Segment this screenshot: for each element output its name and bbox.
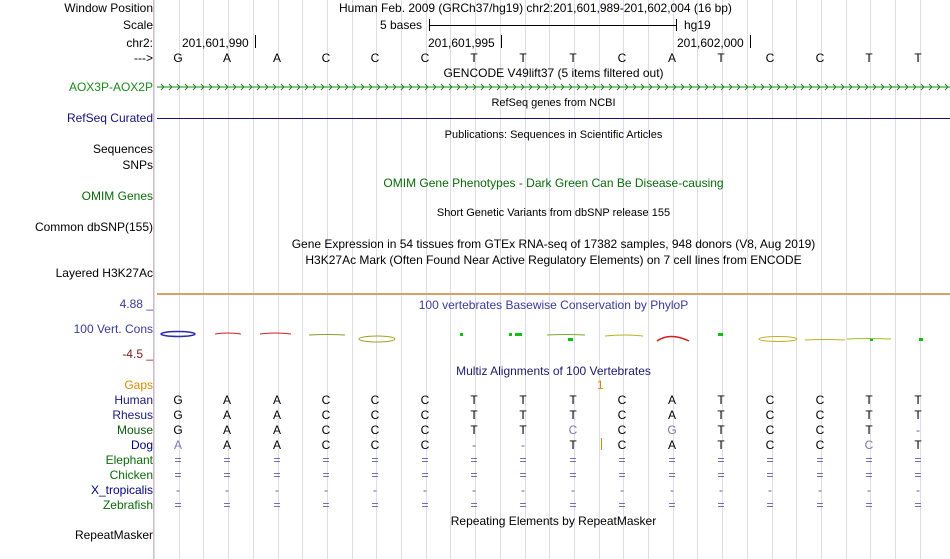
alignment-base: C — [617, 393, 627, 407]
alignment-base: = — [914, 498, 922, 512]
alignment-base: - — [521, 438, 525, 452]
alignment-base: - — [324, 483, 328, 497]
alignment-base: T — [914, 393, 922, 407]
publications-title: Publications: Sequences in Scientific Articles — [444, 129, 663, 141]
alignment-base: = — [470, 453, 478, 467]
species-label-rhesus[interactable]: Rhesus — [112, 408, 153, 422]
track-label-repeatmasker[interactable]: RepeatMasker — [74, 528, 153, 542]
reference-base: T — [717, 51, 725, 65]
alignment-base: T — [717, 408, 725, 422]
coord-3-tick — [750, 35, 751, 48]
track-label-refseq[interactable]: RefSeq Curated — [66, 111, 153, 125]
alignment-base: = — [519, 498, 527, 512]
alignment-base: A — [222, 408, 231, 422]
track-label-snps[interactable]: SNPs — [122, 158, 153, 172]
alignment-base: C — [765, 438, 775, 452]
alignment-base: A — [222, 423, 231, 437]
scale-bar — [429, 25, 676, 26]
alignment-base: C — [815, 438, 825, 452]
coord-3: 201,602,000 — [677, 36, 744, 50]
alignment-base: - — [275, 483, 279, 497]
alignment-base: - — [670, 483, 674, 497]
reference-base: T — [914, 51, 922, 65]
reference-base: C — [370, 51, 380, 65]
strand-label[interactable]: ---> — [134, 51, 153, 65]
alignment-base: = — [865, 498, 873, 512]
species-label-dog[interactable]: Dog — [130, 438, 153, 452]
alignment-base: = — [618, 453, 626, 467]
alignment-base: T — [519, 423, 527, 437]
alignment-base: C — [321, 408, 331, 422]
alignment-base: = — [322, 453, 330, 467]
reference-base: C — [321, 51, 331, 65]
alignment-base: = — [766, 453, 774, 467]
alignment-base: - — [818, 483, 822, 497]
alignment-base: - — [472, 483, 476, 497]
alignment-base: C — [765, 408, 775, 422]
alignment-base: C — [815, 408, 825, 422]
alignment-base: C — [765, 393, 775, 407]
omim-title: OMIM Gene Phenotypes - Dark Green Can Be Disease-causing — [383, 176, 724, 190]
alignment-base: = — [816, 453, 824, 467]
alignment-base: A — [272, 423, 281, 437]
alignment-base: = — [273, 498, 281, 512]
alignment-base: T — [865, 408, 873, 422]
alignment-base: - — [571, 483, 575, 497]
scale-label: Scale — [122, 18, 153, 32]
alignment-base: C — [321, 393, 331, 407]
window-position-label: Window Position — [64, 1, 153, 15]
alignment-base: A — [272, 438, 281, 452]
reference-base: A — [272, 51, 281, 65]
alignment-base: A — [173, 438, 182, 452]
alignment-base: T — [569, 408, 577, 422]
coord-1: 201,601,990 — [182, 36, 249, 50]
coord-2-tick — [501, 35, 502, 48]
alignment-base: C — [815, 423, 825, 437]
track-group-divider — [157, 293, 950, 295]
alignment-base: T — [717, 423, 725, 437]
window-position-value: Human Feb. 2009 (GRCh37/hg19) chr2:201,601,989-201,602,004 (16 bp) — [339, 1, 732, 15]
alignment-base: = — [174, 498, 182, 512]
alignment-base: G — [173, 393, 183, 407]
alignment-base: T — [914, 408, 922, 422]
scale-value: 5 bases — [380, 18, 423, 32]
repeatmasker-title: Repeating Elements by RepeatMasker — [450, 514, 657, 528]
reference-base: T — [519, 51, 527, 65]
refseq-title: RefSeq genes from NCBI — [491, 97, 616, 109]
alignment-base: C — [370, 438, 380, 452]
alignment-base: T — [914, 438, 922, 452]
alignment-base: - — [176, 483, 180, 497]
phylop-max: 4.88 _ — [119, 297, 153, 311]
track-label-dbsnp[interactable]: Common dbSNP(155) — [34, 220, 153, 234]
alignment-base: = — [865, 468, 873, 482]
reference-base: T — [470, 51, 478, 65]
track-label-gaps[interactable]: Gaps — [124, 378, 153, 392]
alignment-base: C — [864, 438, 874, 452]
gencode-gene-feature[interactable] — [157, 80, 950, 94]
alignment-base: = — [569, 453, 577, 467]
alignment-base: = — [618, 498, 626, 512]
alignment-base: C — [420, 423, 430, 437]
species-label-chicken[interactable]: Chicken — [109, 468, 153, 482]
alignment-base: T — [470, 423, 478, 437]
alignment-base: = — [371, 498, 379, 512]
reference-base: C — [420, 51, 430, 65]
track-label-gencode[interactable]: AOX3P-AOX2P — [68, 80, 153, 94]
alignment-base: = — [223, 468, 231, 482]
reference-base: T — [865, 51, 873, 65]
alignment-base: T — [865, 393, 873, 407]
alignment-base: T — [519, 408, 527, 422]
grid-line — [154, 0, 155, 559]
track-label-phylop[interactable]: 100 Vert. Cons — [73, 322, 153, 336]
alignment-base: = — [421, 498, 429, 512]
alignment-base: T — [717, 438, 725, 452]
alignment-base: - — [867, 483, 871, 497]
alignment-base: C — [617, 423, 627, 437]
alignment-base: - — [225, 483, 229, 497]
alignment-base: = — [717, 498, 725, 512]
phylop-conservation-plot[interactable] — [157, 322, 950, 352]
alignment-base: - — [521, 483, 525, 497]
alignment-base: = — [914, 453, 922, 467]
alignment-base: A — [222, 438, 231, 452]
scale-assembly: hg19 — [684, 18, 711, 32]
alignment-base: C — [617, 438, 627, 452]
alignment-base: A — [667, 408, 676, 422]
alignment-base: = — [174, 453, 182, 467]
alignment-base: A — [222, 393, 231, 407]
alignment-base: T — [470, 408, 478, 422]
h3k27ac-title: H3K27Ac Mark (Often Found Near Active Regulatory Elements) on 7 cell lines from ENCODE — [305, 253, 802, 267]
species-label-zebrafish[interactable]: Zebrafish — [102, 498, 153, 512]
species-label-elephant[interactable]: Elephant — [105, 453, 153, 467]
alignment-base: = — [914, 468, 922, 482]
gencode-title: GENCODE V49lift37 (5 items filtered out) — [443, 66, 664, 80]
alignment-base: = — [865, 453, 873, 467]
reference-base: G — [173, 51, 183, 65]
gtex-title: Gene Expression in 54 tissues from GTEx RNA-seq of 17382 samples, 948 donors (V8, Aug 2019) — [291, 237, 816, 251]
alignment-base: T — [865, 423, 873, 437]
alignment-base: - — [719, 483, 723, 497]
alignment-base: - — [916, 483, 920, 497]
reference-base: A — [222, 51, 231, 65]
alignment-base: = — [273, 453, 281, 467]
alignment-base: = — [371, 468, 379, 482]
coord-1-tick — [255, 35, 256, 48]
alignment-base: - — [423, 483, 427, 497]
alignment-base: = — [174, 468, 182, 482]
dbsnp-title: Short Genetic Variants from dbSNP release 155 — [436, 207, 671, 219]
alignment-base: - — [768, 483, 772, 497]
alignment-base: - — [472, 438, 476, 452]
alignment-base: = — [816, 468, 824, 482]
alignment-base: T — [569, 393, 577, 407]
alignment-base: = — [519, 453, 527, 467]
alignment-base: T — [717, 393, 725, 407]
gap-mark: 1 — [597, 378, 604, 392]
alignment-base: = — [371, 453, 379, 467]
dog-insertion-mark — [601, 438, 602, 450]
alignment-base: = — [668, 498, 676, 512]
refseq-gene-feature[interactable] — [157, 118, 950, 119]
alignment-base: C — [815, 393, 825, 407]
alignment-base: = — [717, 453, 725, 467]
reference-base: T — [569, 51, 577, 65]
track-label-sequences[interactable]: Sequences — [92, 142, 153, 156]
alignment-base: = — [223, 453, 231, 467]
alignment-base: C — [370, 423, 380, 437]
alignment-base: = — [618, 468, 626, 482]
alignment-base: C — [420, 408, 430, 422]
track-label-h3k27ac[interactable]: Layered H3K27Ac — [55, 266, 153, 280]
alignment-base: = — [766, 468, 774, 482]
reference-base: C — [617, 51, 627, 65]
alignment-base: = — [668, 453, 676, 467]
alignment-base: A — [272, 408, 281, 422]
alignment-base: = — [519, 468, 527, 482]
alignment-base: C — [370, 408, 380, 422]
alignment-base: T — [569, 438, 577, 452]
alignment-base: G — [667, 423, 677, 437]
alignment-base: T — [470, 393, 478, 407]
alignment-base: A — [667, 438, 676, 452]
alignment-base: - — [620, 483, 624, 497]
alignment-base: = — [569, 468, 577, 482]
alignment-base: = — [421, 453, 429, 467]
alignment-base: = — [470, 498, 478, 512]
track-label-omim[interactable]: OMIM Genes — [81, 189, 153, 203]
alignment-base: = — [470, 468, 478, 482]
scale-bar-right-tick — [676, 19, 677, 31]
alignment-base: = — [421, 468, 429, 482]
phylop-min: -4.5 _ — [122, 347, 153, 361]
alignment-base: - — [916, 423, 920, 437]
alignment-base: A — [272, 393, 281, 407]
alignment-base: C — [321, 423, 331, 437]
alignment-base: = — [668, 468, 676, 482]
reference-base: C — [815, 51, 825, 65]
alignment-base: = — [322, 498, 330, 512]
alignment-base: = — [717, 468, 725, 482]
alignment-base: = — [223, 498, 231, 512]
alignment-base: C — [321, 438, 331, 452]
alignment-base: C — [370, 393, 380, 407]
coord-2: 201,601,995 — [428, 36, 495, 50]
alignment-base: = — [569, 498, 577, 512]
species-label-mouse[interactable]: Mouse — [116, 423, 153, 437]
alignment-base: C — [568, 423, 578, 437]
multiz-title: Multiz Alignments of 100 Vertebrates — [456, 364, 651, 378]
phylop-title: 100 vertebrates Basewise Conservation by PhyloP — [418, 298, 689, 312]
alignment-base: C — [420, 438, 430, 452]
alignment-base: = — [322, 468, 330, 482]
alignment-base: G — [173, 408, 183, 422]
alignment-base: A — [667, 393, 676, 407]
species-label-x-tropicalis[interactable]: X_tropicalis — [90, 483, 153, 497]
alignment-base: C — [420, 393, 430, 407]
reference-base: A — [667, 51, 676, 65]
species-label-human[interactable]: Human — [114, 393, 153, 407]
chrom-label: chr2: — [126, 36, 153, 50]
alignment-base: = — [766, 498, 774, 512]
alignment-base: = — [273, 468, 281, 482]
reference-base: C — [765, 51, 775, 65]
alignment-base: - — [373, 483, 377, 497]
alignment-base: G — [173, 423, 183, 437]
alignment-base: C — [617, 408, 627, 422]
alignment-base: = — [816, 498, 824, 512]
alignment-base: C — [765, 423, 775, 437]
alignment-base: T — [519, 393, 527, 407]
